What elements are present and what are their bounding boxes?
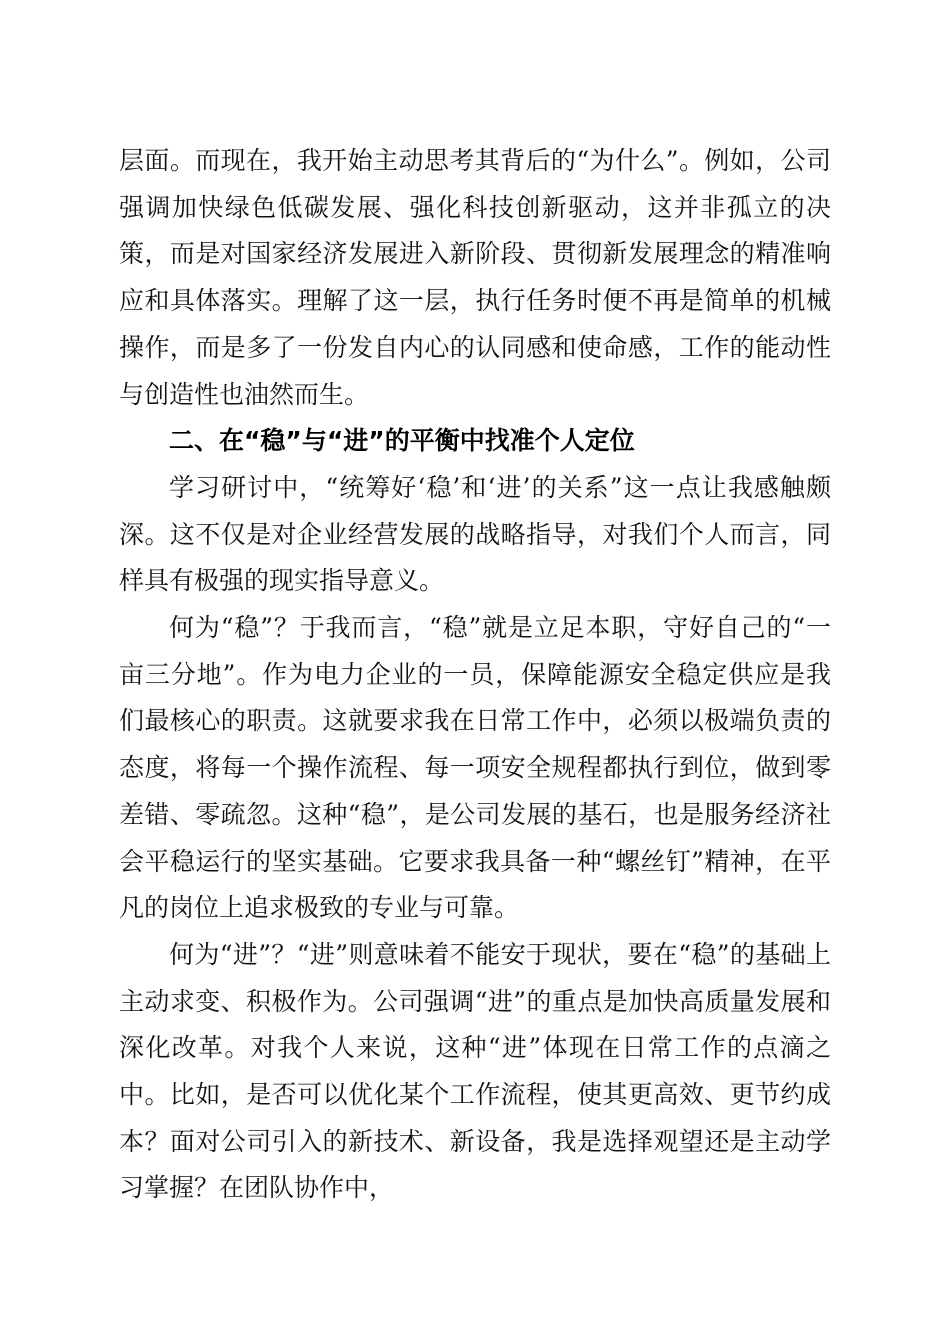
paragraph: 学习研讨中，“统筹好‘稳’和‘进’的关系”这一点让我感触颇深。这不仅是对企业经营发展的战略指导，对我们个人而言，同样具有极强的现实指导意义。 <box>119 472 831 596</box>
document-body <box>119 138 831 1212</box>
section-heading: 二、在“稳”与“进”的平衡中找准个人定位 <box>169 426 635 456</box>
paragraph: 何为“进”？“进”则意味着不能安于现状，要在“稳”的基础上主动求变、积极作为。公司强调“进”的重点是加快高质量发展和深化改革。对我个人来说，这种“进”体现在日常工作的点滴之中。比如，是否可以优化某个工作流程，使其更高效、更节约成本？面对公司引入的新技术、新设备，我是选择观望还是主动学习掌握？在团队协作中， <box>119 939 831 1203</box>
paragraph: 何为“稳”？于我而言，“稳”就是立足本职，守好自己的“一亩三分地”。作为电力企业的一员，保障能源安全稳定供应是我们最核心的职责。这就要求我在日常工作中，必须以极端负责的态度，将每一个操作流程、每一项安全规程都执行到位，做到零差错、零疏忽。这种“稳”，是公司发展的基石，也是服务经济社会平稳运行的坚实基础。它要求我具备一种“螺丝钉”精神，在平凡的岗位上追求极致的专业与可靠。 <box>119 613 831 923</box>
paragraph-continuation: 层面。而现在，我开始主动思考其背后的“为什么”。例如，公司强调加快绿色低碳发展、强化科技创新驱动，这并非孤立的决策，而是对国家经济发展进入新阶段、贯彻新发展理念的精准响应和具体落实。理解了这一层，执行任务时便不再是简单的机械操作，而是多了一份发自内心的认同感和使命感，工作的能动性与创造性也油然而生。 <box>119 146 831 409</box>
